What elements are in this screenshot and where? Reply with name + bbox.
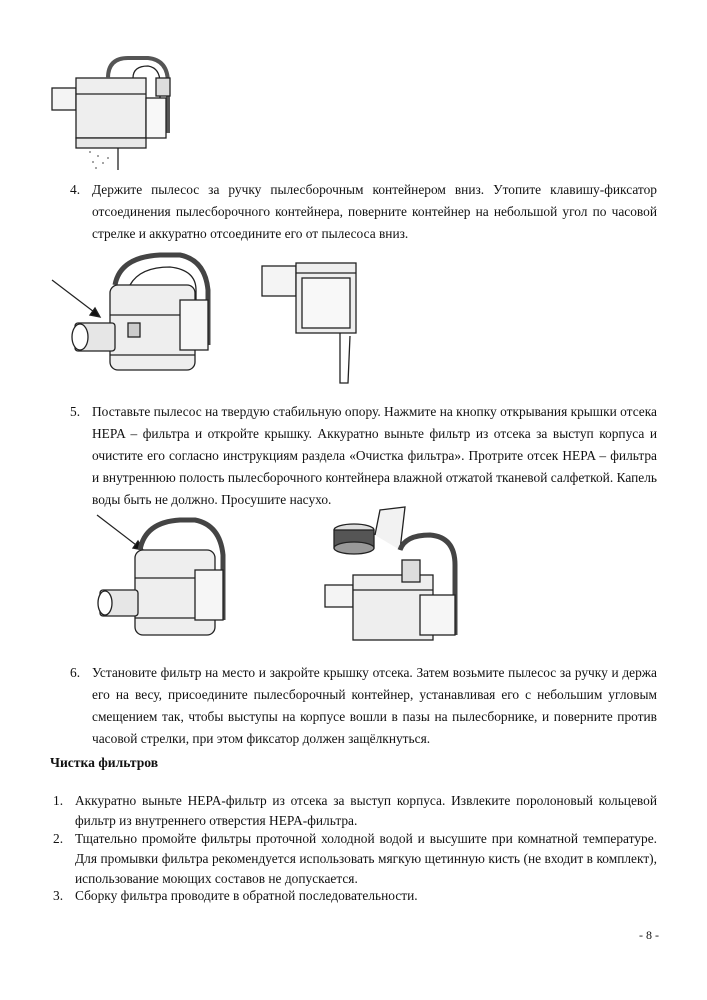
step-text: Установите фильтр на место и закройте крышку отсека. Затем возьмите пылесос за ручку и держа его на весу, присоедините пылесборочный контейнер, устанавливая его с небольшим угловым смещением так, чтобы выступы на корпусе вошли в пазы на пылесборнике, и поверните против часовой стрелки, при этом фиксатор должен защёлкнуться. [92,665,657,746]
list-text: Аккуратно выньте HEPA-фильтр из отсека за выступ корпуса. Извлеките поролоновый кольцевой фильтр из внутреннего отверстия HEPA-фильтра. [75,793,657,828]
illustration-hepa-compartment-open [320,505,470,650]
list-text: Тщательно промойте фильтры проточной холодной водой и высушите при комнатной температуре. Для промывки фильтра рекомендуется использовать мягкую щетинную кисть (не входит в комплект), использование моющих составов не допускается. [75,831,657,886]
illustration-vacuum-release-key [50,245,225,390]
list-number: 1. [53,793,64,808]
step-number: 5. [70,404,81,419]
filter-step-1 [50,791,657,831]
section-title: Чистка фильтров [50,755,159,770]
list-text: Сборку фильтра проводите в обратной последовательности. [75,888,418,903]
step-text: Держите пылесос за ручку пылесборочным контейнером вниз. Утопите клавишу-фиксатор отсоединения пылесборочного контейнера, поверните контейнер на небольшой угол по часовой стрелке и аккуратно отсоедините его от пылесоса вниз. [92,182,657,241]
filter-step-2 [50,829,657,889]
instruction-step-4 [70,179,657,245]
step-number: 4. [70,182,81,197]
filter-step-3 [50,886,657,906]
page-number: - 8 - [639,928,659,942]
list-number: 3. [53,888,64,903]
step-text: Поставьте пылесос на твердую стабильную опору. Нажмите на кнопку открывания крышки отсека HEPA – фильтра и откройте крышку. Аккуратно выньте фильтр из отсека за выступ корпуса и очистите его согласно инструкциям раздела «Очистка фильтра». Протрите отсек HEPA – фильтра и внутреннюю полость пылесборочного контейнера влажной отжатой тканевой салфеткой. Капель воды быть не должно. Просушите насухо. [92,404,657,507]
list-number: 2. [53,831,64,846]
illustration-container-removal [48,48,188,173]
illustration-detached-container [260,258,360,388]
instruction-step-6 [70,662,657,750]
step-number: 6. [70,665,81,680]
instruction-step-5 [70,401,657,511]
illustration-vacuum-hepa-button [95,510,245,650]
